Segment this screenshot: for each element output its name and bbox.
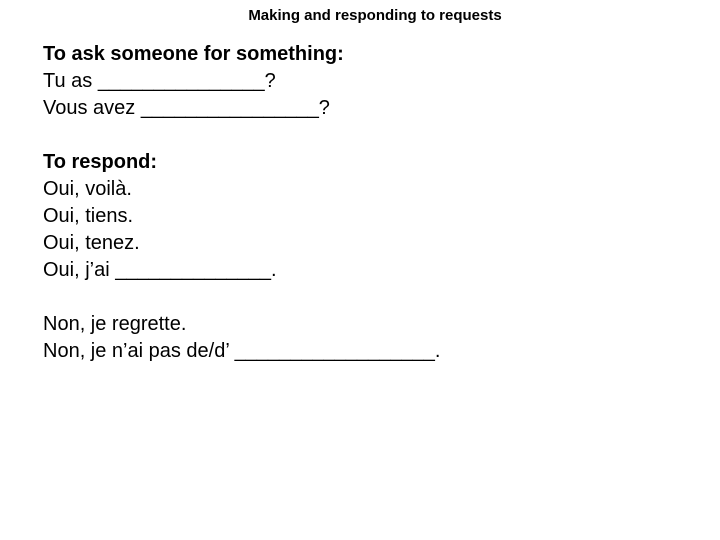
respond-line-tiens: Oui, tiens. — [43, 205, 134, 227]
respond-line-voila: Oui, voilà. — [43, 178, 132, 200]
respond-line-tenez: Oui, tenez. — [43, 232, 140, 254]
respond-heading: To respond: — [43, 151, 158, 173]
respond-line-jai: Oui, j’ai ______________. — [43, 259, 277, 281]
blank-line — [43, 122, 703, 149]
blank-line — [43, 284, 703, 311]
decline-line-regrette: Non, je regrette. — [43, 313, 187, 335]
page-title: Making and responding to requests — [248, 7, 502, 24]
ask-line-tu-as: Tu as _______________? — [43, 70, 276, 92]
ask-heading: To ask someone for something: — [43, 43, 344, 65]
ask-line-vous-avez: Vous avez ________________? — [43, 97, 330, 119]
slide-body — [43, 41, 703, 365]
decline-line-nai-pas: Non, je n’ai pas de/d’ __________________. — [43, 340, 441, 362]
